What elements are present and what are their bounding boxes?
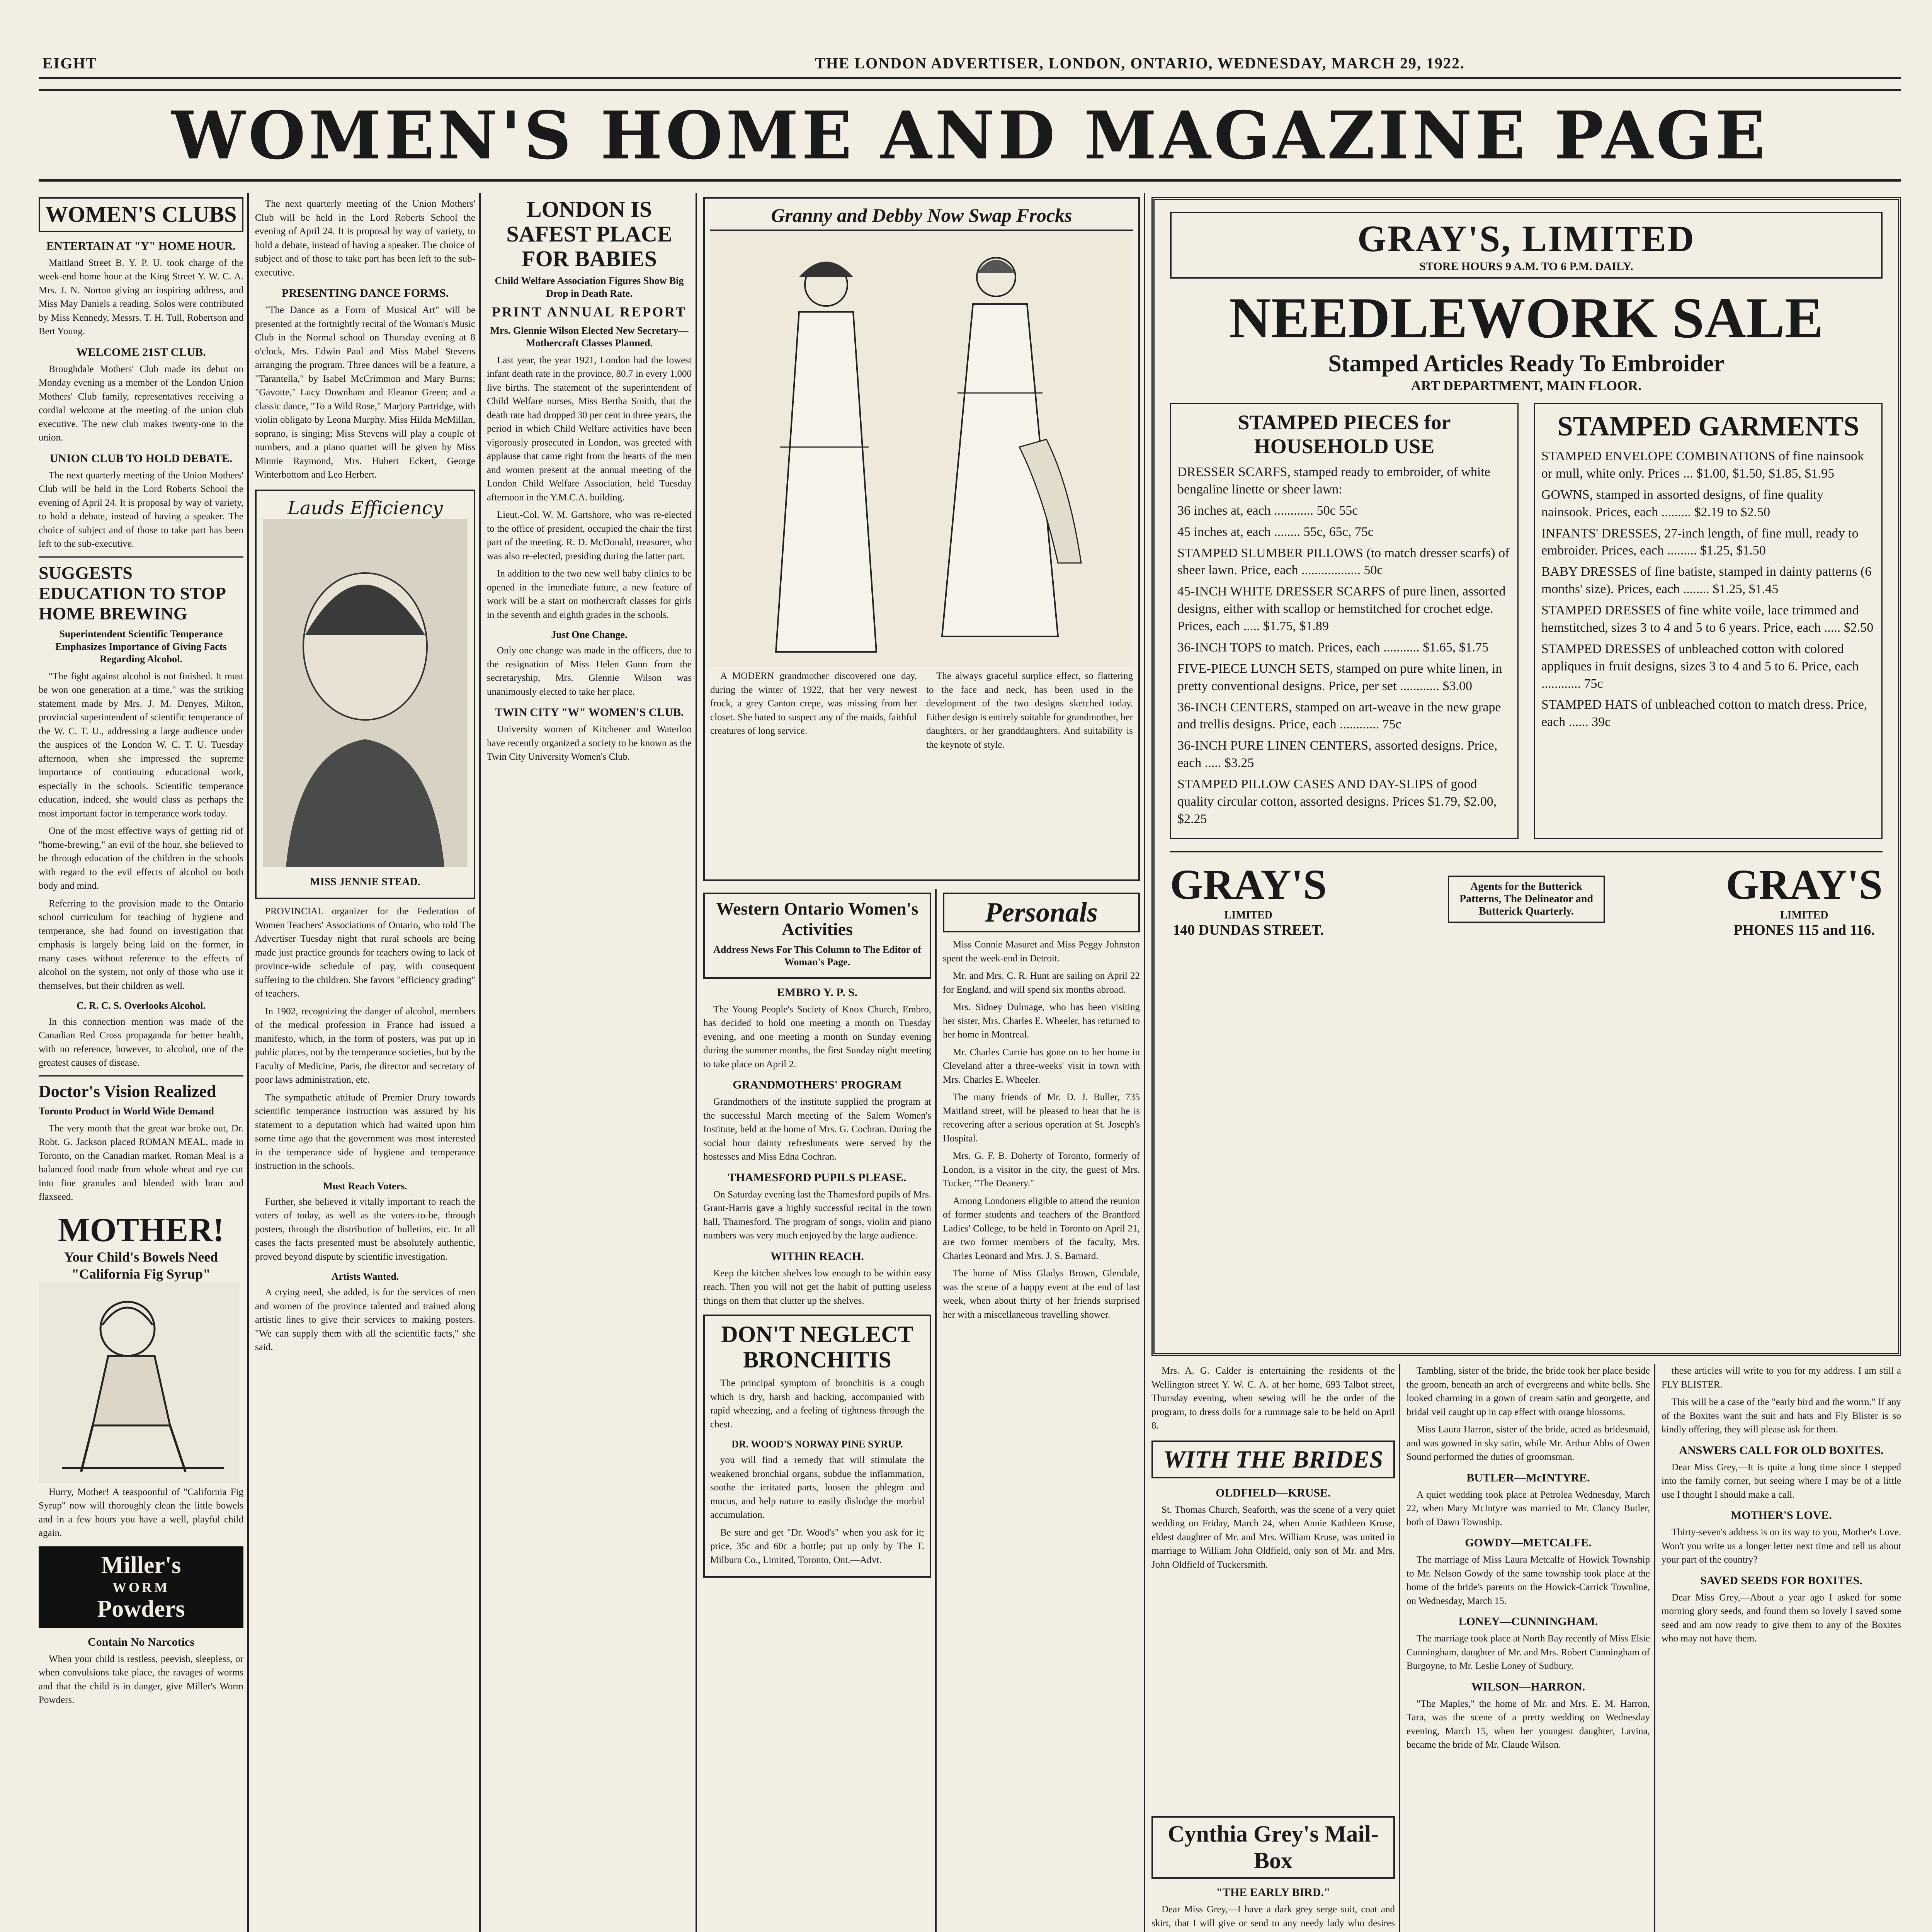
household-item: DRESSER SCARFS, stamped ready to embroider, of white bengaline linette or sheer lawn:	[1177, 465, 1490, 497]
brides-item-text: The marriage took place at North Bay recently of Miss Elsie Cunningham, daughter of Mr. and Mrs. Robert Cunningham of Burgoyne, to Mr. Leslie Loney of Sudbury.	[1406, 1633, 1650, 1671]
stead-portrait	[263, 519, 468, 867]
western-ontario-title: Western Ontario Women's Activities	[716, 899, 918, 939]
millers-brand: Miller's	[101, 1552, 181, 1578]
household-item: FIVE-PIECE LUNCH SETS, stamped on pure white linen, in pretty conventional designs. Price, per set ............ $3.00	[1177, 661, 1502, 693]
greys-title: Cynthia Grey's Mail-Box	[1168, 1821, 1379, 1873]
column-4	[703, 893, 931, 1932]
brides-item-text: The marriage of Miss Laura Metcalfe of Howick Township to Mr. Nelson Gowdy of the same township took place at the home of the bride's parents on the Howick-Carrick Townline, on Wednesday, March 15.	[1406, 1554, 1650, 1606]
twin-city-text: University women of Kitchener and Waterloo have recently organized a society to be known as the Twin City University Women's Club.	[487, 724, 692, 762]
babies-deck: Child Welfare Association Figures Show Big Drop in Death Rate.	[495, 275, 684, 299]
garments-heading: STAMPED GARMENTS	[1557, 411, 1859, 442]
household-item: STAMPED PILLOW CASES AND DAY-SLIPS of good quality circular cotton, assorted designs. Prices $1.79, $2.00, $2.25	[1177, 777, 1497, 826]
personals-item: Mrs. Sidney Dulmage, who has been visiting her sister, Mrs. Charles E. Wheeler, has returned to her home in Montreal.	[943, 1002, 1140, 1040]
western-item-text: Keep the kitchen shelves low enough to be within easy reach. Then you will not get the habit of putting useless things on them that clutter up the shelves.	[703, 1268, 931, 1306]
mother-ad-headline: MOTHER!	[58, 1211, 224, 1249]
babies-paragraph: In addition to the two new well baby clinics to be opened in the immediate future, a new feature of work will be a start on mothercraft classes for girls in the seventh and eighth grades in the schools.	[487, 568, 692, 620]
clubs-item-2-heading: WELCOME 21ST CLUB.	[76, 345, 206, 359]
babies-deck: Mrs. Glennie Wilson Elected New Secretary—Mothercraft Classes Planned.	[490, 325, 689, 349]
stead-subheading: Must Reach Voters.	[323, 1180, 407, 1192]
babies-paragraph: Lieut.-Col. W. M. Gartshore, who was re-elected to the office of president, occupied the chair the first part of the meeting. R. D. McDonald, treasurer, who was also re-elected, presiding during the latter part.	[487, 510, 692, 561]
cynthia-grey-mailbox	[1151, 1816, 1395, 1932]
western-item-heading: GRANDMOTHERS' PROGRAM	[733, 1078, 902, 1092]
temperance-paragraph: One of the most effective ways of getting rid of "home-brewing," an evil of the hour, she believed to be through education of the children in the schools with regard to the evil effects of alcohol on both body and mind.	[39, 826, 243, 891]
household-item: 36 inches at, each ............ 50c 55c	[1177, 503, 1358, 518]
temperance-paragraph: In this connection mention was made of the Canadian Red Cross propaganda for better health, with no reference, however, to alcohol, one of the greatest causes of disease.	[39, 1016, 243, 1068]
bronchitis-paragraph: you will find a remedy that will stimulate the weakened bronchial organs, subdue the inflammation, soothe the irritated parts, loosen the phlegm and mucus, and help nature to easily dislodge the morbid accumulation.	[710, 1455, 924, 1520]
millers-worm-powders-ad	[39, 1546, 243, 1628]
garment-item: GOWNS, stamped in assorted designs, of fine quality nainsook. Prices, each ......... $2.19 to $2.50	[1541, 487, 1823, 519]
butterick-agents-note: Agents for the Butterick Patterns, The Delineator and Butterick Quarterly.	[1448, 876, 1605, 923]
household-pieces-list	[1170, 403, 1519, 839]
garment-item: STAMPED ENVELOPE COMBINATIONS of fine nainsook or mull, white only. Prices ... $1.00, $1.50, $1.85, $1.95	[1541, 449, 1864, 481]
brides-item-text: A quiet wedding took place at Petrolea Wednesday, March 22, when Mary McIntyre was married to Mr. Clancy Butler, both of Dawn Township.	[1406, 1489, 1650, 1527]
brides-item-text: "The Maples," the home of Mr. and Mrs. E. M. Harron, Tara, was the scene of a pretty wedding on Wednesday evening, March 15, when her youngest daughter, Lavina, became the bride of Mr. Claude Wilson.	[1406, 1698, 1650, 1750]
stead-paragraph: The sympathetic attitude of Premier Drury towards scientific temperance instruction was assured by his statement to a deputation which had waited upon him some time ago that the government was most interested in the temperance side of hygiene and temperance instruction in the schools.	[255, 1092, 475, 1172]
temperance-deck: Superintendent Scientific Temperance Emphasizes Importance of Giving Facts Regarding Alcohol.	[55, 628, 227, 665]
column-1	[39, 197, 243, 1932]
garment-item: INFANTS' DRESSES, 27-inch length, of fine mull, ready to embroider. Prices, each ......... $1.25, $1.50	[1541, 526, 1859, 558]
personals-item: The home of Miss Gladys Brown, Glendale, was the scene of a happy event at the end of last week, when about thirty of her friends surprised her with a miscellaneous travelling shower.	[943, 1268, 1140, 1320]
grays-phones: PHONES 115 and 116.	[1733, 922, 1875, 938]
clubs-item-1-text: Maitland Street B. Y. P. U. took charge of the week-end home hour at the King Street Y. W. C. A. Mrs. J. N. Norton giving an inspiring address, and Miss May Daniels a reading. Solos were contributed by Miss Kennedy, Messrs. T. H. Tull, Robertson and Bert Young.	[39, 257, 243, 337]
personals-item: Among Londoners eligible to attend the reunion of former students and teachers of the Brantford Ladies' College, to be held in Toronto on April 21, are two former members of the faculty, Mrs. Charles Leonard and Mrs. J. S. Barnard.	[943, 1196, 1140, 1261]
stead-caption: MISS JENNIE STEAD.	[310, 876, 420, 888]
brides-item-heading: WILSON—HARRON.	[1471, 1680, 1585, 1693]
western-item-text: The Young People's Society of Knox Church, Embro, has decided to hold one meeting a month on Tuesday evening, and one meeting a month on Sunday evening during the summer months, the first Sunday night meeting to take place on April 2.	[703, 1004, 931, 1070]
household-pieces-heading: STAMPED PIECES for HOUSEHOLD USE	[1238, 411, 1451, 458]
household-item: 45 inches at, each ........ 55c, 65c, 75c	[1177, 524, 1374, 539]
garments-list	[1534, 403, 1883, 839]
household-item: 36-INCH TOPS to match. Prices, each ........... $1.65, $1.75	[1177, 640, 1489, 655]
greys-item-heading: SAVED SEEDS FOR BOXITES.	[1700, 1574, 1862, 1587]
bronchitis-ad	[703, 1315, 931, 1578]
personals-item: Mrs. G. F. B. Doherty of Toronto, formerly of London, is a visitor in the city, the guest of Mrs. Tucker, "The Deanery."	[943, 1151, 1140, 1189]
greys-paragraph: This will be a case of the "early bird and the worm." If any of the Boxites want the suit and hats and Fly Blister is so kindly offering, they will please ask for them.	[1662, 1397, 1901, 1435]
western-item-heading: THAMESFORD PUPILS PLEASE.	[728, 1171, 906, 1184]
western-ontario-note: Address News For This Column to The Editor of Woman's Page.	[713, 944, 921, 968]
stead-paragraph: PROVINCIAL organizer for the Federation of Women Teachers' Associations of Ontario, who told The Advertiser Tuesday night that rural schools are being made just practice grounds for teachers owing to lack of province-wide schedule of pay, with consequent suffering to the children. She favors "efficiency grading" of teachers.	[255, 906, 475, 999]
page-number: EIGHT	[43, 54, 97, 72]
column-5	[943, 893, 1140, 1932]
clubs-item-2-text: Broughdale Mothers' Club made its debut on Monday evening as a member of the London Union Mothers' Club family, representatives receiving a cordial welcome at the meeting of the union club executive. The new club makes twenty-one in the union.	[39, 364, 243, 443]
babies-subheading: Just One Change.	[551, 629, 628, 641]
brides-item-heading: OLDFIELD—KRUSE.	[1216, 1486, 1331, 1499]
child-illustration	[39, 1282, 240, 1483]
brides-title: WITH THE BRIDES	[1151, 1440, 1395, 1478]
garment-item: STAMPED DRESSES of fine white voile, lace trimmed and hemstitched, sizes 3 to 4 and 5 to 6 years. Price, each ..... $2.50	[1541, 603, 1874, 635]
grays-tagline: Stamped Articles Ready To Embroider	[1328, 350, 1725, 377]
greys-item-heading: MOTHER'S LOVE.	[1731, 1509, 1832, 1522]
grays-footer-limited: LIMITED	[1780, 909, 1828, 921]
babies-report-deck: PRINT ANNUAL REPORT	[492, 304, 687, 320]
bronchitis-headline: DON'T NEGLECT BRONCHITIS	[721, 1321, 913, 1373]
temperance-paragraph: Referring to the provision made to the Ontario school curriculum for teaching of hygiene and temperance, she had found on investigation that emphasis is largely being laid on the former, in many cases without reference to the effects of alcohol on the system, not only of those who use it themselves, but their children as well.	[39, 898, 243, 991]
stead-paragraph: A crying need, she added, is for the services of men and women of the province talented and trained along artistic lines to give their services to making posters. "We can supply them with all the scientific facts," she said.	[255, 1287, 475, 1353]
western-ontario-box	[703, 893, 931, 979]
brides-item-heading: GOWDY—METCALFE.	[1465, 1536, 1592, 1549]
doctor-vision-headline: Doctor's Vision Realized	[39, 1082, 216, 1101]
garment-item: STAMPED HATS of unbleached cotton to match dress. Price, each ...... 39c	[1541, 697, 1867, 730]
greys-paragraph: Dear Miss Grey,—I have a dark grey serge suit, coat and skirt, that I will give or send to any needy lady who desires	[1151, 1904, 1395, 1929]
grays-footer-name: GRAY'S	[1170, 861, 1327, 908]
western-item-heading: EMBRO Y. P. S.	[777, 986, 858, 999]
womens-clubs-heading: WOMEN'S CLUBS	[39, 197, 243, 232]
household-item: 45-INCH WHITE DRESSER SCARFS of pure linen, assorted designs, either with scallop or hemstitched for crochet edge. Prices, each ..... $1.75, $1.89	[1177, 584, 1506, 633]
personals-title: Personals	[943, 893, 1140, 932]
millers-subhead: Contain No Narcotics	[87, 1635, 195, 1648]
calder-paragraph: Miss Laura Harron, sister of the bride, acted as bridesmaid, and was gowned in sky satin, while Mr. Arthur Abbs of Owen Sound performed the duties of groomsman.	[1406, 1424, 1650, 1462]
greys-paragraph: Dear Miss Grey,—It is quite a long time since I stepped into the family corner, but seeing where I may be of a little use I thought I should make a call.	[1662, 1462, 1901, 1500]
greys-paragraph: Dear Miss Grey,—About a year ago I asked for some morning glory seeds, and found them so lovely I saved some seed and am now ready to give them to any of the Boxites who may not have them.	[1662, 1592, 1901, 1644]
garment-item: BABY DRESSES of fine batiste, stamped in dainty patterns (6 months' size). Prices, each ........ $1.25, $1.45	[1541, 565, 1872, 597]
stead-portrait-box	[255, 490, 475, 900]
clubs-item-3-text: The next quarterly meeting of the Union Mothers' Club will be held in the Lord Roberts School the evening of April 24. It is proposal by way of variety, to hold a debate, instead of having a speaker. The choice of subject and of those to take part has been left to the sub-executive.	[39, 470, 243, 549]
temperance-subheading: C. R. C. S. Overlooks Alcohol.	[77, 1000, 206, 1012]
grays-department: ART DEPARTMENT, MAIN FLOOR.	[1411, 378, 1642, 393]
western-item-text: Grandmothers of the institute supplied the program at the successful March meeting of the Salem Women's Institute, held at the home of Mrs. G. Cochran. During the social hour dainty refreshments were served by the hostesses and Miss Edna Cochran.	[703, 1097, 931, 1162]
column-2	[255, 197, 475, 1932]
brides-item-heading: BUTLER—McINTYRE.	[1466, 1471, 1590, 1484]
personals-item: Mr. and Mrs. C. R. Hunt are sailing on April 22 for England, and will spend six months abroad.	[943, 971, 1140, 995]
garment-item: STAMPED DRESSES of unbleached cotton with colored appliques in fruit designs, sizes 3 to 4 and 5 to 6. Price, each ............ 75c	[1541, 641, 1859, 691]
temperance-headline: SUGGESTS EDUCATION TO STOP HOME BREWING	[39, 563, 225, 624]
clubs-item-4-text: "The Dance as a Form of Musical Art" will be presented at the fortnightly recital of the Woman's Music Club in the Normal school on Thursday evening at 8 o'clock, Mrs. Edwin Paul and Miss Mabel Stevens arranging the program. Three dances will be a feature, a "Tarantella," by Isabel McCrimmon and Mary Burns; "Gavotte," Lucy Downham and Eleanor Green; and a classic dance, "To a Wild Rose," Marjory Partridge, with violin obligato by Leona Murphy. Miss Hilda McMillan, soprano, is singing; Miss Stevens will play a couple of numbers, and a piano quartet will be given by Miss Minnie Raymond, Mrs. Hubert Eckert, George Winterbottom and Leo Herbert.	[255, 305, 475, 480]
column-7	[1406, 1364, 1650, 1932]
household-item: STAMPED SLUMBER PILLOWS (to match dresser scarfs) of sheer lawn. Price, each .................. 50c	[1177, 546, 1510, 578]
temperance-paragraph: "The fight against alcohol is not finished. It must be won one generation at a time," was the striking statement made by Mrs. J. M. Denyes, Milton, provincial superintendent of scientific temperance of the W. C. T. U., addressing a large audience under the auspices of the London W. C. T. U. Tuesday afternoon, when she impressed the supreme importance of continuing educational work, especially in the schools. Scientific temperance education, indeed, she would class as perhaps the most important factor in temperance work today.	[39, 671, 243, 819]
greys-item-heading: ANSWERS CALL FOR OLD BOXITES.	[1679, 1444, 1884, 1457]
stead-subheading: Artists Wanted.	[331, 1271, 399, 1282]
grays-footer-limited: LIMITED	[1224, 909, 1272, 921]
grays-title-box	[1170, 212, 1883, 279]
stead-paragraph: In 1902, recognizing the danger of alcohol, members of the medical profession in France had issued a manifesto, which, in the form of posters, was put up in public places, not by the temperance societies, but by the Faculty of Medicine, Paris, the director and secretary of poor laws administration, etc.	[255, 1006, 475, 1085]
greys-paragraph: Thirty-seven's address is on its way to you, Mother's Love. Won't you write us a longer letter next time and tell us about your part of the country?	[1662, 1527, 1901, 1565]
mother-ad-text: Hurry, Mother! A teaspoonful of "California Fig Syrup" now will thoroughly clean the little bowels and in a few hours you have a well, playful child again.	[39, 1486, 243, 1539]
greys-subheading: "THE EARLY BIRD."	[1216, 1886, 1330, 1899]
household-item: 36-INCH PURE LINEN CENTERS, assorted designs. Price, each ..... $3.25	[1177, 738, 1498, 770]
frocks-feature	[703, 197, 1140, 881]
grays-needlework-ad	[1151, 197, 1901, 1356]
calder-paragraph: Tambling, sister of the bride, the bride took her place beside the groom, beneath an arch of evergreens and white bells. She looked charming in a gown of cream satin and georgette, and bridal veil caught up in cap effect with orange blossoms.	[1406, 1366, 1650, 1417]
frocks-paragraph: The always graceful surplice effect, so flattering to the face and neck, has been used in the development of the two designs sketched today. Either design is entirely suitable for grandmother, her daughters, or her granddaughters. And suitability is the keynote of style.	[926, 671, 1133, 750]
calder-paragraph: Mrs. A. G. Calder is entertaining the residents of the Wellington street Y. W. C. A. at her home, 693 Talbot street, Thursday evening, when sewing will be the order of the program, to dress dolls for a rummage sale to be held on April 8.	[1151, 1366, 1395, 1431]
western-item-heading: WITHIN REACH.	[770, 1250, 864, 1263]
grays-hours: STORE HOURS 9 A.M. TO 6 P.M. DAILY.	[1419, 260, 1633, 273]
doctor-vision-text: The very month that the great war broke out, Dr. Robt. G. Jackson placed ROMAN MEAL, made in Toronto, on the Canadian market. Roman Meal is a balanced food made from whole wheat and rye cut into fine granules and blended with bran and flaxseed.	[39, 1123, 243, 1202]
personals-item: Mr. Charles Currie has gone on to her home in Cleveland after a three-weeks' visit in town with Mrs. Charles E. Wheeler.	[943, 1047, 1140, 1085]
frocks-paragraph: A MODERN grandmother discovered one day, during the winter of 1922, that her very newest frock, a grey Canton crepe, was missing from her closet. She hated to suspect any of the maids, faithful creatures of long service.	[710, 671, 917, 736]
babies-paragraph: Last year, the year 1921, London had the lowest infant death rate in the province, 80.7 in every 1,000 live births. The statement of the superintendent of Child Welfare nurses, Miss Bertha Smith, that the death rate had dropped 30 per cent in three years, the period in which Child Welfare activities have been vigorously prosecuted in London, was greeted with applause that came right from the hearts of the men and women present at the annual meeting of the London Child Welfare Association, held Tuesday afternoon in the Y.M.C.A. building.	[487, 355, 692, 503]
clubs-item-3-continued: The next quarterly meeting of the Union Mothers' Club will be held in the Lord Roberts School the evening of April 24. It is proposal by way of variety, to hold a debate, instead of having a speaker. The choice of subject and of those to take part has been left to the sub-executive.	[255, 199, 475, 278]
millers-text: When your child is restless, peevish, sleepless, or when convulsions take place, the ravages of worms and that the child is in danger, give Miller's Worm Powders.	[39, 1653, 243, 1706]
babies-headline: LONDON IS SAFEST PLACE FOR BABIES	[506, 197, 672, 271]
dateline: THE LONDON ADVERTISER, LONDON, ONTARIO, WEDNESDAY, MARCH 29, 1922.	[815, 54, 1465, 72]
grays-address: 140 DUNDAS STREET.	[1173, 922, 1324, 938]
personals-item: The many friends of Mr. D. J. Buller, 735 Maitland street, will be pleased to hear that he is recovering after a serious operation at St. Joseph's Hospital.	[943, 1092, 1140, 1144]
household-item: 36-INCH CENTERS, stamped on art-weave in the new grape and trellis designs. Price, each ............ 75c	[1177, 700, 1501, 732]
clubs-item-1-heading: ENTERTAIN AT "Y" HOME HOUR.	[46, 239, 236, 252]
lauds-efficiency-ornament: Lauds Efficiency	[287, 497, 443, 519]
doctor-vision-deck: Toronto Product in World Wide Demand	[39, 1105, 214, 1117]
brides-item-heading: LONEY—CUNNINGHAM.	[1458, 1615, 1598, 1628]
grays-footer-name: GRAY'S	[1726, 861, 1883, 908]
babies-paragraph: Only one change was made in the officers, due to the resignation of Miss Helen Gunn from the secretaryship, Mrs. Glennie Wilson was unanimously elected to take her place.	[487, 645, 692, 697]
column-3	[487, 197, 692, 1932]
needlework-sale-headline: NEEDLEWORK SALE	[1229, 286, 1823, 350]
clubs-item-3-heading: UNION CLUB TO HOLD DEBATE.	[49, 452, 233, 465]
frocks-illustration	[710, 231, 1131, 667]
millers-powders: Powders	[97, 1595, 185, 1622]
western-item-text: On Saturday evening last the Thamesford pupils of Mrs. Grant-Harris gave a highly successful recital in the town hall, Thamesford. The program of songs, violin and piano numbers was very much enjoyed by the large audience.	[703, 1189, 931, 1241]
greys-paragraph: these articles will write to you for my address. I am still a FLY BLISTER.	[1662, 1366, 1901, 1390]
brides-item-text: St. Thomas Church, Seaforth, was the scene of a very quiet wedding on Friday, March 24, when Annie Kathleen Kruse, eldest daughter of Mr. and Mrs. William Kruse, was united in marriage to William John Oldfield, only son of Mr. and Mrs. John Oldfield of Tuckersmith.	[1151, 1504, 1395, 1570]
stead-paragraph: Further, she believed it vitally important to reach the voters of today, as well as the voters-to-be, through posters, through the distribution of bulletins, etc. In all cases the facts presented must be absolutely authentic, proved beyond dispute by scientific investigation.	[255, 1196, 475, 1262]
bronchitis-paragraph: The principal symptom of bronchitis is a cough which is dry, harsh and hacking, accompanied with rapid wheezing, and a feeling of tightness through the chest.	[710, 1378, 924, 1430]
millers-worm: WORM	[112, 1579, 170, 1595]
column-8	[1662, 1364, 1901, 1932]
mother-ad-subhead: Your Child's Bowels Need "California Fig Syrup"	[64, 1249, 218, 1282]
bronchitis-subheading: DR. WOOD'S NORWAY PINE SYRUP.	[731, 1439, 903, 1450]
bronchitis-paragraph: Be sure and get "Dr. Wood's" when you ask for it; price, 35c and 60c a bottle; put up only by The T. Milburn Co., Limited, Toronto, Ont.—Advt.	[710, 1527, 924, 1565]
twin-city-heading: TWIN CITY "W" WOMEN'S CLUB.	[495, 706, 684, 719]
grays-title: GRAY'S, LIMITED	[1357, 218, 1695, 259]
grays-footer	[1170, 851, 1883, 939]
page-banner: WOMEN'S HOME AND MAGAZINE PAGE	[39, 89, 1901, 182]
frocks-title: Granny and Debby Now Swap Frocks	[710, 204, 1133, 231]
personals-item: Miss Connie Masuret and Miss Peggy Johnston spent the week-end in Detroit.	[943, 939, 1140, 964]
clubs-item-4-heading: PRESENTING DANCE FORMS.	[281, 287, 449, 299]
